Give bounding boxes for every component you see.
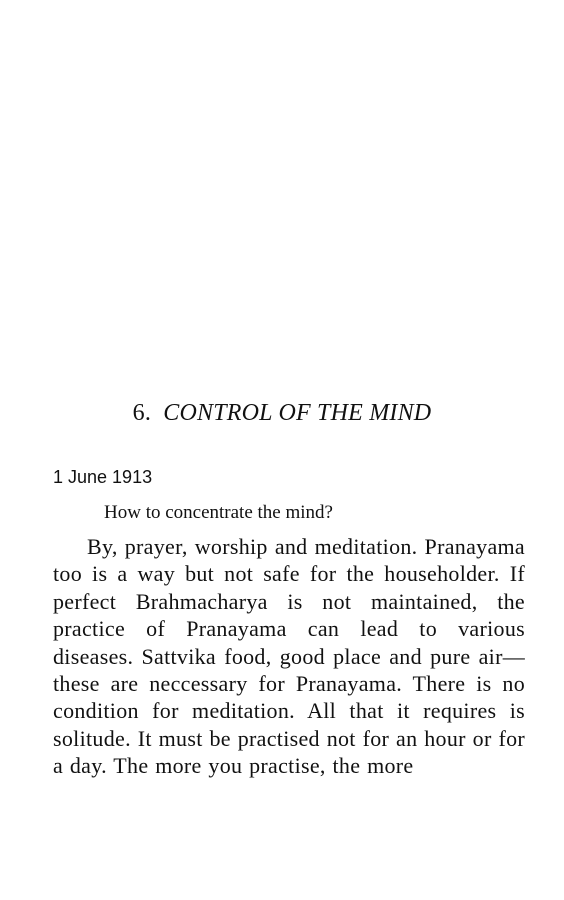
chapter-heading (0, 400, 564, 427)
chapter-number: 6. (132, 400, 152, 426)
answer-paragraph: By, prayer, worship and meditation. Pranayama too is a way but not safe for the householder. If perfect Brahmacharya is not maintained, the practice of Pranayama can lead to various diseases. Sattvika food, good place and pure air—these are neccessary for Pranayama. There is no condition for meditation. All that it requires is solitude. It must be practised not for an hour or for a day. The more you practise, the more (53, 534, 525, 779)
chapter-title: CONTROL OF THE MIND (163, 400, 432, 426)
entry-date: 1 June 1913 (53, 467, 153, 487)
question-text: How to concentrate the mind? (104, 502, 333, 523)
